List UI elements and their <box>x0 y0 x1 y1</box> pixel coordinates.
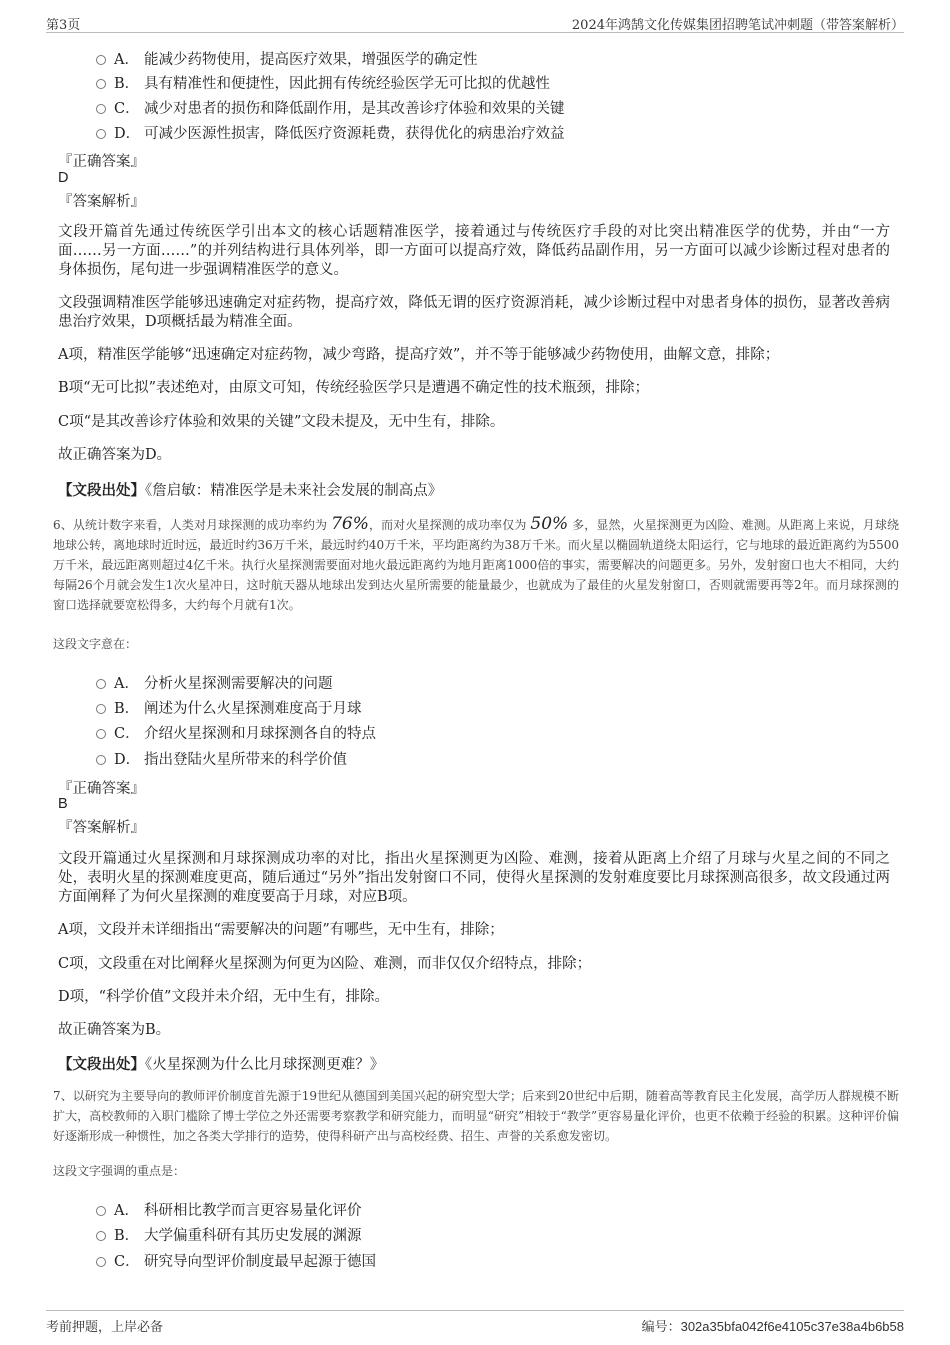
q6-option-a[interactable]: A． 分析火星探测需要解决的问题 <box>96 672 333 693</box>
q5-analysis-p4: B项“无可比拟”表述绝对，由原文可知，传统经验医学只是遭遇不确定性的技术瓶颈，排除； <box>58 380 649 396</box>
q5-analysis-p5: C项“是其改善诊疗体验和效果的关键”文段未提及，无中生有，排除。 <box>58 414 505 430</box>
q5-analysis-p6: 故正确答案为D。 <box>58 447 172 463</box>
q6-analysis-p3: C项，文段重在对比阐释火星探测为何更为凶险、难测，而非仅仅介绍特点，排除； <box>58 956 592 972</box>
q5-option-c[interactable]: C． 减少对患者的损伤和降低副作用，是其改善诊疗体验和效果的关键 <box>96 97 565 118</box>
q6-source: 【文段出处】《火星探测为什么比月球探测更难？》 <box>58 1056 385 1073</box>
footer-code: 编号：302a35bfa042f6e4105c37e38a4b6b58 <box>641 1319 904 1335</box>
page-header <box>46 12 904 33</box>
q5-analysis-p2: 文段强调精准医学能够迅速确定对症药物，提高疗效，降低无谓的医疗资源消耗，减少诊断过程中对患者身体的损伤，显著改善病患治疗效果，D项概括最为精准全面。 <box>58 295 890 330</box>
radio-icon[interactable] <box>96 1231 106 1241</box>
q6-option-d[interactable]: D． 指出登陆火星所带来的科学价值 <box>96 748 347 769</box>
q5-option-a[interactable]: A． 能减少药物使用，提高医疗效果，增强医学的确定性 <box>96 48 478 69</box>
q6-answer: B <box>58 796 68 812</box>
q6-pct-moon: 76% <box>331 514 369 534</box>
radio-icon[interactable] <box>96 79 106 89</box>
q7-option-c[interactable]: C． 研究导向型评价制度最早起源于德国 <box>96 1250 376 1271</box>
radio-icon[interactable] <box>96 55 106 65</box>
q7-question: 7、以研究为主要导向的教师评价制度首先源于19世纪从德国到美国兴起的研究型大学；后来到20世纪中后期，随着高等教育民主化发展，高学历人群规模不断扩大，高校教师的入职门槛除了博士学位之外还需要考察教学和研究能力，而明显“研究”相较于“教学”更容易量化评价，也更不依赖于经验的积累。这种评价偏好逐渐形成一种惯性，加之各类大学排行的造势，使得科研产出与高校经费、招生、声誉的关系愈发密切。 <box>53 1089 899 1143</box>
radio-icon[interactable] <box>96 104 106 114</box>
q6-prompt: 这段文字意在： <box>53 637 138 651</box>
q7-option-a[interactable]: A． 科研相比教学而言更容易量化评价 <box>96 1199 362 1220</box>
q6-option-c[interactable]: C． 介绍火星探测和月球探测各自的特点 <box>96 722 376 743</box>
document-title: 2024年鸿鹄文化传媒集团招聘笔试冲刺题（带答案解析） <box>571 18 904 33</box>
q5-analysis-p1: 文段开篇首先通过传统医学引出本文的核心话题精准医学，接着通过与传统医疗手段的对比突出精准医学的优势，并由“一方面……另一方面……”的并列结构进行具体列举，即一方面可以提高疗效，降低药品副作用，另一方面可以减少诊断过程对患者的身体损伤，尾句进一步强调精准医学的意义。 <box>58 224 890 278</box>
radio-icon[interactable] <box>96 704 106 714</box>
radio-icon[interactable] <box>96 679 106 689</box>
q6-option-b[interactable]: B． 阐述为什么火星探测难度高于月球 <box>96 697 362 718</box>
q5-answer-tag: 『正确答案』 <box>58 154 145 170</box>
radio-icon[interactable] <box>96 129 106 139</box>
q5-answer: D <box>58 170 69 186</box>
q5-option-d[interactable]: D． 可减少医源性损害，降低医疗资源耗费，获得优化的病患治疗效益 <box>96 122 565 143</box>
q6-analysis-p5: 故正确答案为B。 <box>58 1022 171 1038</box>
q6-analysis-tag: 『答案解析』 <box>58 820 145 836</box>
page-footer <box>46 1310 904 1335</box>
q6-analysis-p1: 文段开篇通过火星探测和月球探测成功率的对比，指出火星探测更为凶险、难测，接着从距离上介绍了月球与火星之间的不同之处，表明火星的探测难度更高，随后通过“另外”指出发射窗口不同，使得火星探测的发射难度要比月球探测高很多，故文段通过两方面阐释了为何火星探测的难度要高于月球，对应B项。 <box>58 851 890 905</box>
q5-analysis-p3: A项，精准医学能够“迅速确定对症药物，减少弯路，提高疗效”，并不等于能够减少药物使用，曲解文意，排除； <box>58 347 780 363</box>
q5-source: 【文段出处】《詹启敏：精准医学是未来社会发展的制高点》 <box>58 482 443 499</box>
q6-pct-mars: 50% <box>530 514 569 534</box>
q6-analysis-p2: A项，文段并未详细指出“需要解决的问题”有哪些，无中生有，排除； <box>58 922 504 938</box>
q5-option-b[interactable]: B． 具有精准性和便捷性，因此拥有传统经验医学无可比拟的优越性 <box>96 72 550 93</box>
radio-icon[interactable] <box>96 755 106 765</box>
footer-slogan: 考前押题，上岸必备 <box>46 1320 164 1335</box>
radio-icon[interactable] <box>96 729 106 739</box>
q6-analysis-p4: D项，“科学价值”文段并未介绍，无中生有，排除。 <box>58 989 389 1005</box>
q5-analysis-tag: 『答案解析』 <box>58 194 145 210</box>
radio-icon[interactable] <box>96 1206 106 1216</box>
page-number: 第3页 <box>46 18 81 33</box>
q7-prompt: 这段文字强调的重点是： <box>53 1164 186 1178</box>
q7-option-b[interactable]: B． 大学偏重科研有其历史发展的渊源 <box>96 1224 362 1245</box>
q6-question: 6、从统计数字来看，人类对月球探测的成功率约为 76%，而对火星探测的成功率仅为 50% 多，显然，火星探测更为凶险、难测。从距离上来说，月球绕地球公转，离地球时近时远，最近时约36万千米，最远时约40万千米，平均距离约为38万千米。而火星以椭圆轨道绕太阳运行，它与地球的最近距离约为5500万千米，最远距离则超过4亿千米。执行火星探测需要面对地火最远距离约为地月距离1000倍的事实，需要解决的问题更多。另外，发射窗口也大不相同，大约每隔26个月就会发生1次火星冲日，这时航天器从地球出发到达火星所需要的能量最少，也就成为了最佳的火星发射窗口，否则就需要再等2年。而月球探测的窗口选择就要宽松得多，大约每个月就有1次。 <box>53 514 899 612</box>
radio-icon[interactable] <box>96 1257 106 1267</box>
q6-answer-tag: 『正确答案』 <box>58 781 145 797</box>
